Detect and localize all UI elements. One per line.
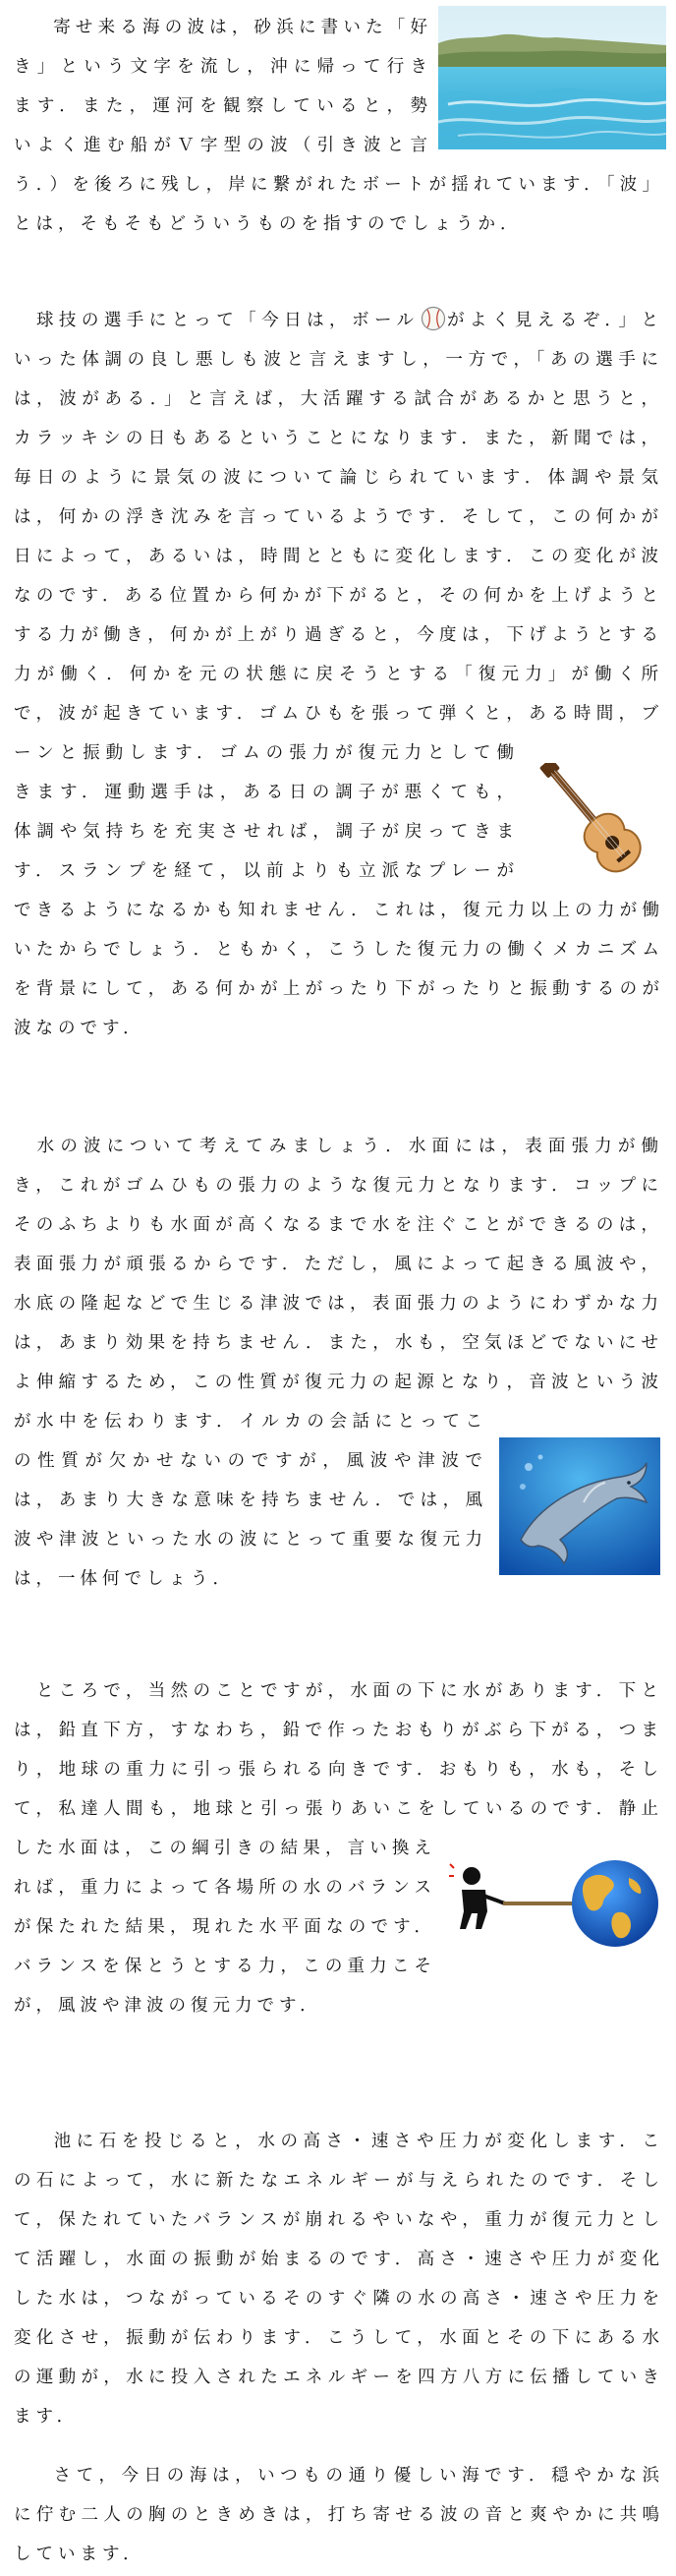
baseball-icon	[421, 306, 446, 331]
dolphin-illustration	[499, 1437, 660, 1575]
paragraph-1	[14, 8, 664, 244]
guitar-svg	[529, 763, 660, 883]
paragraph-3-text: 水の波について考えてみましょう．水面には，表面張力が働き，これがゴムひもの張力のような復元力となります．コップにそのふちよりも水面が高くなるまで水を注ぐことができるのは，表面張力が頑張るからです．ただし，風によって起きる風波や，水底の隆起などで生じる津波では，表面張力のようにわずかな力は，あまり効果を持ちません．また，水も，空気ほどでないにせよ伸縮するため，この性質が復元力の起源となり，音波という波が水中を伝わります．イルカの会話にとってこの性質が欠かせないのですが，風波や津波では，あまり大きな意味を持ちません．では，風波や津波といった水の波にとって重要な復元力は，一体何でしょう．	[14, 1137, 663, 1589]
layout-spacer	[663, 1127, 664, 1422]
layout-spacer	[663, 301, 664, 763]
paragraph-2-text-b: がよく見えるぞ．」といった体調の良し悪しも波と言えますし，一方で，「あの選手には，波がある．」と言えば，大活躍する試合があるかと思うと，カラッキシの日もあるということになります．また，新聞では，毎日のように景気の波について論じられています．体調や景気は，何かの浮き沈みを言っているようです．そして，この何かが日によって，あるいは，時間とともに変化します．この変化が波なのです．ある位置から何かが下がると，その何かを上げようとする力が働き，何かが上がり過ぎると，今度は，下げようとする力が働く．何かを元の状態に戻そうとする「復元力」が働く所で，波が起きています．ゴムひもを張って弾くと，ある時間，ブーンと振動します．ゴムの張力が復元力として働きます．運動選手は，ある日の調子が悪くても，体調や気持ちを充実させれば，調子が戻ってきます．スランプを経て，以前よりも立派なプレーができるようになるかも知れません．これは，復元力以上の力が働いたからでしょう．ともかく，こうした復元力の働くメカニズムを背景にして，ある何かが上がったり下がったりと振動するのが波なのです．	[14, 311, 664, 1038]
layout-spacer	[432, 8, 664, 161]
dolphin-svg	[499, 1437, 660, 1575]
guitar-illustration	[529, 763, 660, 883]
paragraph-2	[14, 301, 664, 1048]
paragraph-4-text: ところで，当然のことですが，水面の下に水があります．下とは，鉛直下方，すなわち，鉛で作ったおもりがぶら下がる，つまり，地球の重力に引っ張られる向きです．おもりも，水も，そして，私達人間も，地球と引っ張りあいこをしているのです．静止した水面は，この綱引きの結果，言い換えれば，重力によって各場所の水のバランスが保たれた結果，現れた水平面なのです．バランスを保とうとする力，この重力こそが，風波や津波の復元力です．	[14, 1681, 663, 2016]
paragraph-1-text: 寄せ来る海の波は，砂浜に書いた「好き」という文字を流し，沖に帰って行きます．また，運河を観察していると，勢いよく進む船がＶ字型の波（引き波と言う．）を後ろに残し，岸に繋がれたボートが揺れています．「波」とは，そもそもどういうものを指すのでしょうか．	[14, 18, 664, 234]
paragraph-5-text: 池に石を投じると，水の高さ・速さや圧力が変化します．この石によって，水に新たなエネルギーが与えられたのです．そして，保たれていたバランスが崩れるやいなや，重力が復元力として活躍し，水面の振動が始まるのです．高さ・速さや圧力が変化した水は，つながっているそのすぐ隣の水の高さ・速さや圧力を変化させ，振動が伝わります．こうして，水面とその下にある水の運動が，水に投入されたエネルギーを四方八方に伝播していきます．	[14, 2132, 664, 2427]
tug-of-war-with-earth-illustration	[448, 1850, 664, 1955]
paragraph-4	[14, 1671, 664, 2025]
layout-spacer	[663, 1671, 664, 1833]
paragraph-6	[14, 2456, 664, 2574]
tug-of-war-svg	[448, 1850, 664, 1955]
paragraph-2-text-a: 球技の選手にとって「今日は，ボール	[14, 311, 420, 330]
paragraph-5	[14, 2122, 664, 2436]
paragraph-6-text: さて，今日の海は，いつもの通り優しい海です．穏やかな浜に佇む二人の胸のときめきは，打ち寄せる波の音と爽やかに共鳴しています．	[14, 2466, 664, 2564]
